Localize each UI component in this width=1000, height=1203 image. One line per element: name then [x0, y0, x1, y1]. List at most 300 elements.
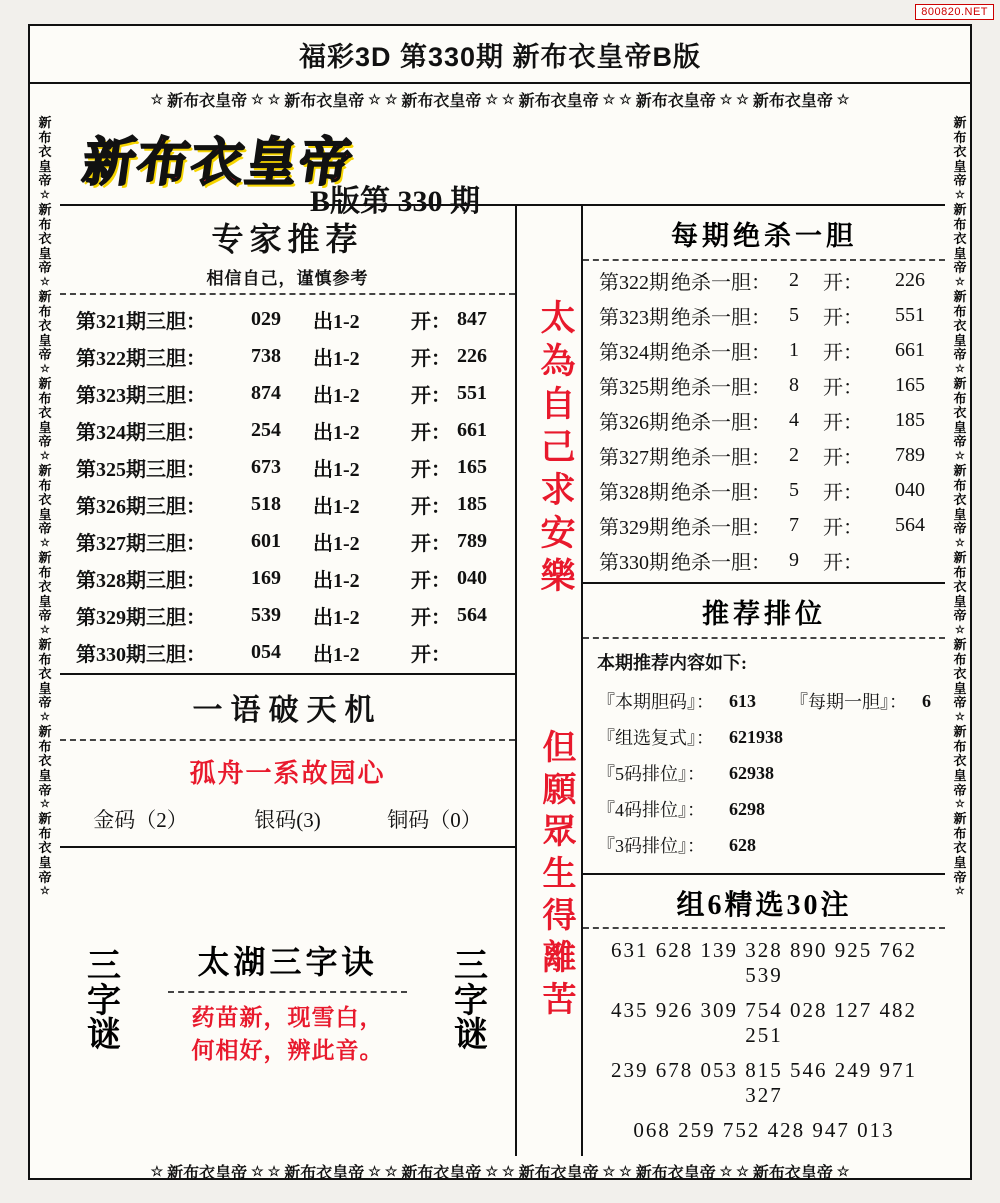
ribbon-item: 新布衣皇帝 [635, 92, 716, 110]
kill-row-result: 185 [895, 409, 925, 431]
rail-char: 新 [953, 550, 967, 566]
kill-row [583, 263, 945, 298]
rail-group [38, 551, 51, 636]
expert-row-label: 第322期三胆： [76, 348, 206, 370]
rail-char: 布 [953, 825, 967, 841]
star-icon: ☆ [502, 1162, 515, 1179]
edition-prefix: B版第 [310, 185, 391, 218]
rail-char: 布 [38, 216, 52, 232]
kill-row-result: 551 [895, 304, 925, 326]
kill-row-kai: 开： [823, 377, 863, 399]
rail-char: 帝 [953, 782, 967, 798]
kill-row [583, 298, 945, 333]
kill-row-kai: 开： [823, 517, 863, 539]
kill-row [583, 333, 945, 368]
rail-group [953, 290, 966, 375]
rail-group [953, 725, 966, 810]
kill-row [583, 473, 945, 508]
star-icon: ☆ [619, 1162, 632, 1179]
taihu-line-1: 药苗新，现雪白， [191, 1004, 384, 1030]
expert-row-label: 第330期三胆： [76, 644, 206, 666]
recommend-lines [597, 683, 931, 863]
expert-row-chu: 出1-2 [313, 570, 360, 592]
ribbon-item: 新布衣皇帝 [635, 1164, 716, 1182]
expert-row-kai: 开： [411, 385, 451, 407]
group6-line: 435 926 309 754 028 127 482 251 [611, 998, 917, 1047]
rail-char: 皇 [38, 332, 52, 348]
recommend-key: 『本期胆码』： [597, 692, 714, 712]
expert-row-result: 847 [457, 308, 487, 330]
rail-char: 衣 [953, 753, 967, 769]
kill-row-result: 165 [895, 374, 925, 396]
rail-char: 皇 [38, 419, 52, 435]
expert-row-number: 601 [251, 530, 281, 552]
kill-title: 每期绝杀一胆 [583, 206, 945, 261]
rail-char: 衣 [38, 405, 52, 421]
rail-group [953, 116, 966, 201]
rail-char: 帝 [953, 173, 967, 189]
recommend-key: 『组选复式』： [597, 728, 714, 748]
expert-row-result: 040 [457, 567, 487, 589]
expert-row-chu: 出1-2 [313, 385, 360, 407]
expert-row-result: 789 [457, 530, 487, 552]
ribbon-item: 新布衣皇帝 [752, 92, 833, 110]
rail-char: 衣 [38, 231, 52, 247]
edition-suffix: 期 [450, 185, 481, 218]
star-icon: ☆ [368, 1162, 381, 1179]
rail-char: 布 [38, 477, 52, 493]
kill-row-kai: 开： [823, 447, 863, 469]
expert-row-chu: 出1-2 [313, 348, 360, 370]
kill-row-number: 1 [789, 339, 799, 361]
rail-char: ☆ [40, 536, 50, 549]
rail-char: 帝 [38, 260, 52, 276]
rail-char: 布 [953, 651, 967, 667]
kill-row-kai: 开： [823, 307, 863, 329]
expert-row-kai: 开： [411, 311, 451, 333]
expert-row [60, 375, 515, 412]
rail-group [38, 203, 51, 288]
rail-char: 新 [953, 289, 967, 305]
kill-row-number: 7 [789, 514, 799, 536]
rail-char: 新 [953, 724, 967, 740]
rail-char: 帝 [953, 695, 967, 711]
recommend-value: 62938 [729, 762, 774, 783]
rail-char: ☆ [955, 362, 965, 375]
kill-row-result: 226 [895, 269, 925, 291]
expert-row-result: 661 [457, 419, 487, 441]
rail-char: ☆ [40, 798, 50, 811]
kill-row-label: 绝杀一胆： [671, 412, 771, 434]
kill-row-label: 绝杀一胆： [671, 517, 771, 539]
kill-row-issue: 第323期 [599, 307, 669, 329]
kill-row [583, 403, 945, 438]
expert-row-kai: 开： [411, 607, 451, 629]
code-item: 金码（2） [93, 808, 188, 832]
content-area [60, 114, 945, 1156]
rail-char: 帝 [38, 521, 52, 537]
rail-char: ☆ [955, 449, 965, 462]
rail-char: 帝 [953, 869, 967, 885]
expert-row-chu: 出1-2 [313, 644, 360, 666]
rail-char: 衣 [953, 666, 967, 682]
rail-char: 皇 [953, 593, 967, 609]
rail-char: 衣 [38, 144, 52, 160]
expert-row-chu: 出1-2 [313, 311, 360, 333]
recommend-value: 621938 [729, 726, 783, 747]
code-item: 银码(3) [254, 808, 321, 832]
yuyu-title: 一语破天机 [192, 694, 383, 727]
expert-row-kai: 开： [411, 348, 451, 370]
expert-row-number: 054 [251, 641, 281, 663]
calligraphy-upper: 太為自己求安樂 [536, 298, 575, 600]
kill-row-number: 8 [789, 374, 799, 396]
expert-row [60, 412, 515, 449]
expert-row-kai: 开： [411, 644, 451, 666]
recommend-value: 613 [729, 690, 756, 711]
star-icon: ☆ [736, 90, 749, 107]
rail-group [953, 812, 966, 897]
kill-row [583, 508, 945, 543]
rail-group [953, 464, 966, 549]
calligraphy-lower: 但願眾生得離苦 [537, 729, 574, 1023]
sanzi-left-label [60, 848, 148, 1156]
star-icon: ☆ [602, 90, 616, 107]
kill-row [583, 438, 945, 473]
taihu-line-2: 何相好，辨此音。 [191, 1038, 384, 1063]
expert-row-number: 673 [251, 456, 281, 478]
expert-row [60, 523, 515, 560]
rail-char: 布 [953, 216, 967, 232]
star-icon: ☆ [719, 90, 733, 107]
expert-subtitle: 相信自己，谨慎参考 [206, 269, 369, 288]
expert-row-label: 第326期三胆： [76, 496, 206, 518]
ribbon-item: 新布衣皇帝 [284, 1164, 365, 1182]
kill-row-issue: 第327期 [599, 447, 669, 469]
recommend-line [597, 827, 931, 863]
rail-char: 皇 [953, 419, 967, 435]
rail-right [945, 114, 975, 1156]
kill-row-result: 789 [895, 444, 925, 466]
right-column [583, 206, 945, 1156]
group6-line: 068 259 752 428 947 013 [633, 1118, 895, 1142]
ribbon-item: 新布衣皇帝 [752, 1164, 833, 1182]
rail-char: 新 [953, 811, 967, 827]
rail-char: 新 [38, 637, 52, 653]
taihu-block [148, 848, 427, 1156]
kill-row-label: 绝杀一胆： [671, 377, 771, 399]
rail-char: 布 [953, 564, 967, 580]
rail-group [38, 725, 51, 810]
rail-char: 布 [38, 564, 52, 580]
expert-title: 专家推荐 [211, 221, 364, 257]
expert-row-result: 226 [457, 345, 487, 367]
ribbon-item: 新布衣皇帝 [518, 1164, 599, 1182]
rail-char: 新 [38, 811, 52, 827]
rail-char: 皇 [38, 245, 52, 261]
rail-char: 新 [38, 463, 52, 479]
recommend-lead: 本期推荐内容如下: [597, 653, 747, 673]
rail-char: 帝 [38, 782, 52, 798]
expert-row-label: 第324期三胆： [76, 422, 206, 444]
rail-char: 新 [38, 289, 52, 305]
rail-char: 衣 [953, 405, 967, 421]
sanzi-char: 三 [87, 947, 121, 985]
rail-char: 皇 [38, 767, 52, 783]
main-columns [60, 206, 945, 1156]
rail-char: 布 [953, 390, 967, 406]
rail-group [38, 377, 51, 462]
star-icon: ☆ [719, 1162, 733, 1179]
rail-char: ☆ [955, 536, 965, 549]
expert-row-result: 165 [457, 456, 487, 478]
edition-issue [310, 176, 480, 220]
rail-char: 新 [38, 550, 52, 566]
rail-char: 新 [953, 376, 967, 392]
rail-char: 皇 [38, 855, 52, 871]
rail-group [38, 464, 51, 549]
rail-char: 帝 [38, 695, 52, 711]
rail-char: 布 [38, 390, 52, 406]
star-icon: ☆ [602, 1162, 616, 1179]
rail-char: 新 [38, 202, 52, 218]
rail-char: 皇 [953, 506, 967, 522]
star-icon: ☆ [251, 1162, 264, 1179]
expert-row-label: 第328期三胆： [76, 570, 206, 592]
kill-row-number: 2 [789, 269, 799, 291]
recommend-key: 『3码排位』： [597, 836, 705, 856]
rail-group [38, 812, 51, 897]
rail-char: ☆ [40, 362, 50, 375]
yuyu-header [60, 675, 515, 741]
kill-row-issue: 第328期 [599, 482, 669, 504]
kill-row-issue: 第322期 [599, 272, 669, 294]
rail-group [953, 551, 966, 636]
rail-char: 布 [38, 303, 52, 319]
expert-row [60, 634, 515, 671]
rail-char: 帝 [38, 173, 52, 189]
rail-char: 布 [38, 651, 52, 667]
middle-column [517, 206, 583, 1156]
expert-row-number: 254 [251, 419, 281, 441]
expert-row-chu: 出1-2 [313, 422, 360, 444]
kill-row-label: 绝杀一胆： [671, 272, 771, 294]
sanzi-right-label [427, 848, 515, 1156]
rail-char: ☆ [40, 188, 50, 201]
recommend-key: 『4码排位』： [597, 800, 705, 820]
expert-row-label: 第329期三胆： [76, 607, 206, 629]
taihu-title: 太湖三字诀 [197, 943, 378, 980]
kill-row-number: 5 [789, 479, 799, 501]
expert-row-chu: 出1-2 [313, 533, 360, 555]
ribbon-item: 新布衣皇帝 [167, 92, 248, 110]
rail-char: ☆ [40, 623, 50, 636]
rail-char: 皇 [953, 332, 967, 348]
rail-char: 帝 [38, 347, 52, 363]
expert-row-result: 564 [457, 604, 487, 626]
kill-row-kai: 开： [823, 412, 863, 434]
kill-row-result: 661 [895, 339, 925, 361]
poster-page [28, 24, 972, 1180]
rail-char: 布 [38, 825, 52, 841]
sanzi-char: 字 [454, 982, 488, 1020]
recommend-value: 628 [729, 834, 756, 855]
rail-char: 帝 [953, 260, 967, 276]
rail-char: 衣 [953, 579, 967, 595]
rail-char: 布 [953, 129, 967, 145]
taihu-divider [168, 991, 408, 993]
recommend-line [597, 791, 931, 827]
recommend-block [583, 639, 945, 875]
expert-row-label: 第323期三胆： [76, 385, 206, 407]
rail-char: 帝 [38, 869, 52, 885]
sanzi-char: 三 [454, 947, 488, 985]
expert-row-label: 第321期三胆： [76, 311, 206, 333]
group6-line: 239 678 053 815 546 249 971 327 [611, 1058, 917, 1107]
recommend-title: 推荐排位 [583, 584, 945, 639]
star-icon: ☆ [619, 90, 632, 107]
kill-row-issue: 第330期 [599, 552, 669, 574]
page-title-bar [30, 26, 970, 84]
ribbon-item: 新布衣皇帝 [401, 92, 482, 110]
rail-char: 帝 [953, 608, 967, 624]
rail-char: 布 [953, 738, 967, 754]
rail-char: 布 [38, 738, 52, 754]
rail-char: ☆ [40, 711, 50, 724]
rail-char: ☆ [40, 275, 50, 288]
star-icon: ☆ [502, 90, 515, 107]
sanzi-char: 字 [87, 982, 121, 1020]
kill-row-result: 040 [895, 479, 925, 501]
rail-char: ☆ [955, 798, 965, 811]
expert-row-chu: 出1-2 [313, 459, 360, 481]
kill-row-kai: 开： [823, 552, 863, 574]
expert-row [60, 486, 515, 523]
ribbon-top [30, 84, 970, 114]
kill-row-label: 绝杀一胆： [671, 482, 771, 504]
ribbon-item: 新布衣皇帝 [284, 92, 365, 110]
recommend-key-2: 『每期一胆』： [790, 692, 907, 712]
expert-row-number: 539 [251, 604, 281, 626]
expert-rows [60, 295, 515, 675]
rail-char: 衣 [38, 318, 52, 334]
rail-char: 帝 [953, 434, 967, 450]
rail-char: ☆ [955, 885, 965, 898]
star-icon: ☆ [485, 90, 498, 107]
issue-number: 330 [397, 185, 443, 218]
rail-char: 皇 [38, 593, 52, 609]
star-icon: ☆ [384, 90, 398, 107]
code-item: 铜码（0） [387, 808, 482, 832]
expert-row-number: 029 [251, 308, 281, 330]
group6-title: 组6精选30注 [583, 875, 945, 929]
star-icon: ☆ [267, 90, 281, 107]
expert-row-number: 518 [251, 493, 281, 515]
star-icon: ☆ [150, 1162, 164, 1179]
rail-group [953, 203, 966, 288]
rail-char: 皇 [953, 158, 967, 174]
rail-char: 布 [38, 129, 52, 145]
recommend-value-2: 6 [922, 690, 931, 711]
expert-row-kai: 开： [411, 496, 451, 518]
sanzi-section [60, 848, 515, 1156]
expert-row-result: 185 [457, 493, 487, 515]
expert-row-result: 551 [457, 382, 487, 404]
rail-group [38, 116, 51, 201]
rail-char: ☆ [955, 275, 965, 288]
rail-char: 皇 [953, 245, 967, 261]
rail-char: 衣 [38, 840, 52, 856]
yuyu-poem: 孤舟一系故园心 [189, 759, 386, 788]
expert-row-number: 874 [251, 382, 281, 404]
ribbon-item: 新布衣皇帝 [518, 92, 599, 110]
star-icon: ☆ [384, 1162, 398, 1179]
rail-char: 新 [38, 115, 52, 130]
rail-group [38, 638, 51, 723]
kill-row-number: 4 [789, 409, 799, 431]
expert-row [60, 338, 515, 375]
expert-row-kai: 开： [411, 459, 451, 481]
kill-row [583, 368, 945, 403]
recommend-line [597, 719, 931, 755]
kill-row-issue: 第325期 [599, 377, 669, 399]
expert-row-label: 第327期三胆： [76, 533, 206, 555]
expert-row-label: 第325期三胆： [76, 459, 206, 481]
recommend-line [597, 683, 931, 719]
rail-char: 衣 [38, 753, 52, 769]
rail-char: 衣 [38, 492, 52, 508]
rail-char: ☆ [955, 711, 965, 724]
kill-row-kai: 开： [823, 272, 863, 294]
rail-char: 皇 [38, 158, 52, 174]
expert-row-number: 738 [251, 345, 281, 367]
rail-char: 新 [953, 637, 967, 653]
kill-row-number: 2 [789, 444, 799, 466]
expert-row-chu: 出1-2 [313, 607, 360, 629]
expert-row-kai: 开： [411, 533, 451, 555]
ribbon-item: 新布衣皇帝 [167, 1164, 248, 1182]
ribbon-item: 新布衣皇帝 [401, 1164, 482, 1182]
expert-row [60, 597, 515, 634]
recommend-line [597, 755, 931, 791]
kill-row [583, 543, 945, 578]
rail-char: ☆ [955, 623, 965, 636]
rail-char: 皇 [953, 680, 967, 696]
rail-char: 帝 [38, 434, 52, 450]
kill-row-label: 绝杀一胆： [671, 552, 771, 574]
rail-char: 皇 [953, 855, 967, 871]
kill-row-label: 绝杀一胆： [671, 342, 771, 364]
rail-char: ☆ [40, 449, 50, 462]
kill-row-number: 9 [789, 549, 799, 571]
kill-row-issue: 第326期 [599, 412, 669, 434]
rail-char: 皇 [953, 767, 967, 783]
star-icon: ☆ [150, 90, 164, 107]
expert-row-number: 169 [251, 567, 281, 589]
rail-char: 布 [953, 477, 967, 493]
rail-char: 皇 [38, 506, 52, 522]
page-title: 福彩3D 第330期 新布衣皇帝B版 [298, 41, 702, 72]
rail-char: 皇 [38, 680, 52, 696]
group6-line: 631 628 139 328 890 925 762 539 [611, 938, 917, 987]
expert-row [60, 560, 515, 597]
kill-row-kai: 开： [823, 482, 863, 504]
star-icon: ☆ [836, 90, 850, 107]
rail-char: 衣 [38, 579, 52, 595]
expert-row-chu: 出1-2 [313, 496, 360, 518]
rail-char: 衣 [953, 840, 967, 856]
site-watermark: 800820.NET [915, 4, 994, 20]
